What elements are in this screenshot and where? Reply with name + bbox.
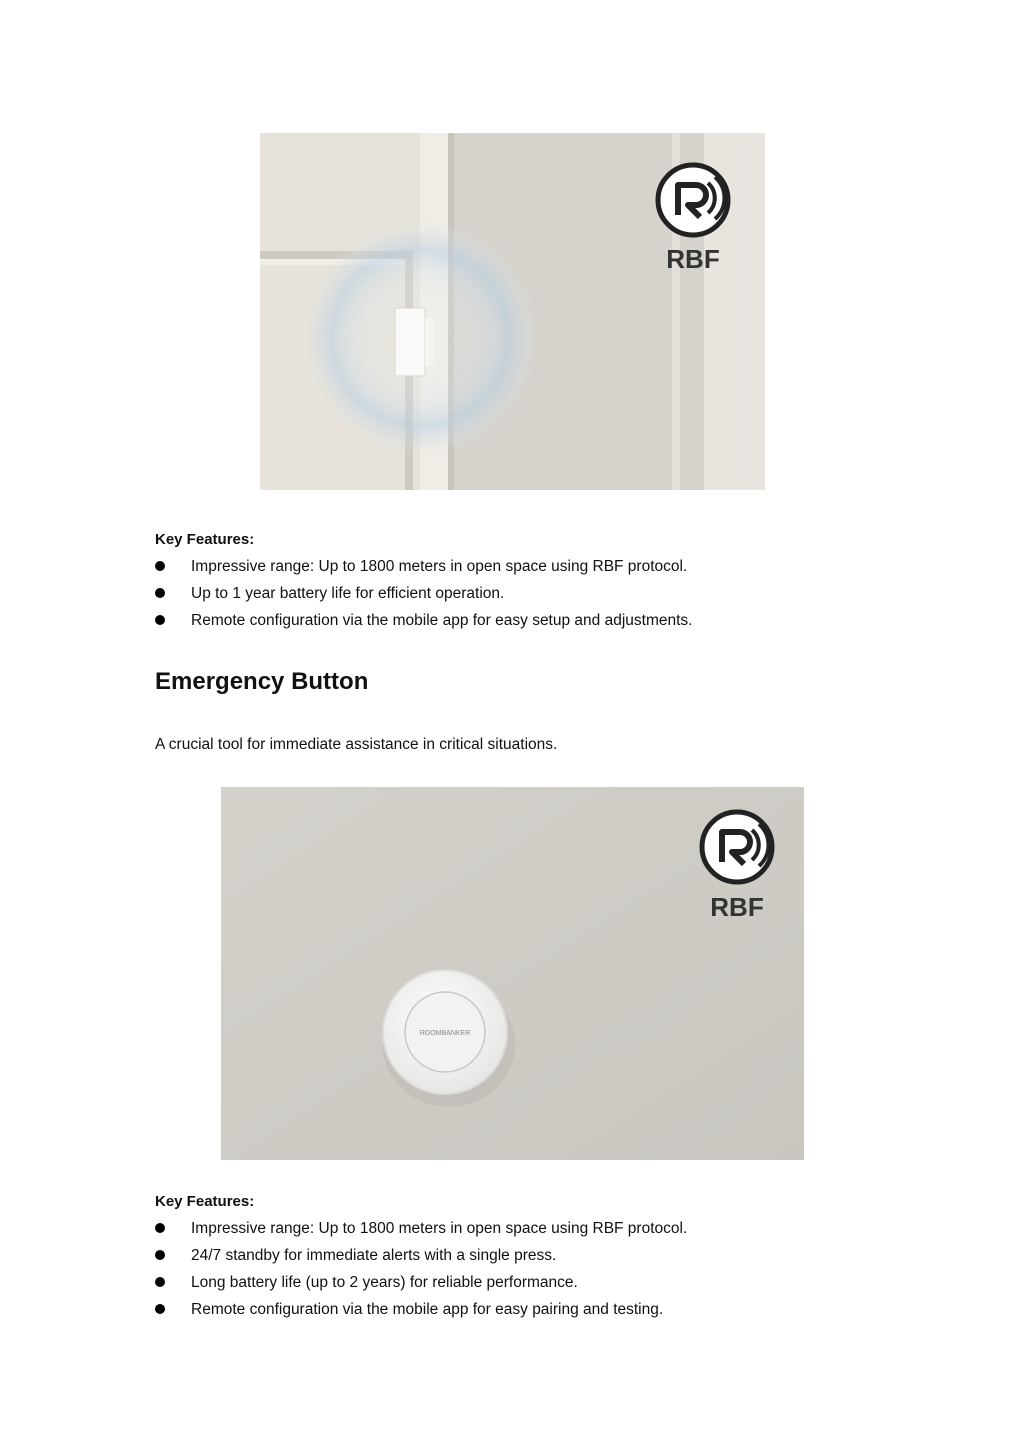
rbf-logo-text: RBF	[710, 892, 764, 922]
bullet-icon	[155, 615, 165, 625]
bullet-icon	[155, 1277, 165, 1287]
rbf-logo-icon	[658, 165, 728, 235]
list-item	[155, 556, 692, 583]
list-item	[155, 1272, 687, 1299]
bullet-icon	[155, 1250, 165, 1260]
rbf-logo-icon	[702, 812, 772, 882]
key-features-heading: Key Features:	[155, 1193, 255, 1210]
section-title: Emergency Button	[155, 668, 369, 695]
list-item	[155, 1245, 687, 1272]
list-item-text: Impressive range: Up to 1800 meters in open space using RBF protocol.	[191, 1220, 688, 1237]
section-description: A crucial tool for immediate assistance in critical situations.	[155, 736, 558, 753]
device-brand-label: ROOMBANKER	[419, 1030, 471, 1037]
list-item	[155, 583, 692, 610]
list-item	[155, 1299, 687, 1326]
list-item-text: Up to 1 year battery life for efficient operation.	[191, 585, 505, 602]
list-item	[155, 610, 692, 637]
bullet-icon	[155, 1223, 165, 1233]
list-item-text: Long battery life (up to 2 years) for reliable performance.	[191, 1274, 578, 1291]
list-item-text: Remote configuration via the mobile app for easy setup and adjustments.	[191, 612, 693, 629]
key-features-list	[155, 1218, 687, 1326]
bullet-icon	[155, 561, 165, 571]
door-sensor-photo	[260, 133, 765, 490]
list-item-text: Impressive range: Up to 1800 meters in open space using RBF protocol.	[191, 558, 688, 575]
rbf-logo-text: RBF	[666, 244, 720, 274]
bullet-icon	[155, 1304, 165, 1314]
list-item-text: 24/7 standby for immediate alerts with a single press.	[191, 1247, 557, 1264]
bullet-icon	[155, 588, 165, 598]
emergency-button-photo	[221, 787, 804, 1160]
list-item-text: Remote configuration via the mobile app for easy pairing and testing.	[191, 1301, 664, 1318]
key-features-heading: Key Features:	[155, 531, 255, 548]
list-item	[155, 1218, 687, 1245]
key-features-list	[155, 556, 692, 637]
